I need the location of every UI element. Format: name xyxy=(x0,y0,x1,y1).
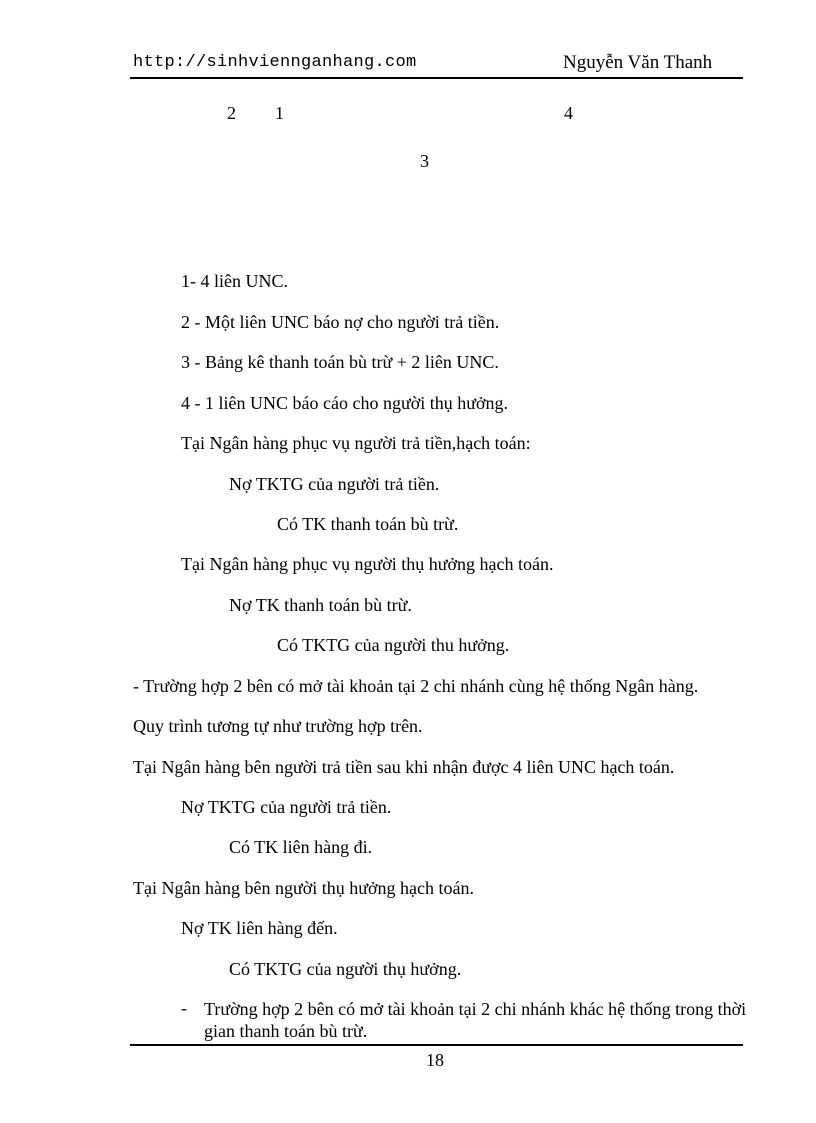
page-number: 18 xyxy=(426,1050,444,1070)
diagram-label-4: 4 xyxy=(564,103,573,123)
text-line: Có TK thanh toán bù trừ. xyxy=(277,514,459,534)
diagram-label-2: 2 xyxy=(227,103,236,123)
text-line: Nợ TK liên hàng đến. xyxy=(181,918,338,938)
text-line: Tại Ngân hàng phục vụ người thụ hưởng hạch toán. xyxy=(181,554,554,574)
text-line: Quy trình tương tự như trường hợp trên. xyxy=(133,716,423,736)
header-author: Nguyễn Văn Thanh xyxy=(563,52,713,73)
bullet-marker: - xyxy=(181,998,187,1018)
diagram-label-1: 1 xyxy=(275,103,284,123)
text-line: Tại Ngân hàng phục vụ người trả tiền,hạch toán: xyxy=(181,433,531,453)
text-line: Nợ TK thanh toán bù trừ. xyxy=(229,595,412,615)
text-line: Có TKTG của người thụ hưởng. xyxy=(229,959,462,979)
text-line: 4 - 1 liên UNC báo cáo cho người thụ hưởng. xyxy=(181,393,508,413)
diagram-label-3: 3 xyxy=(420,151,429,171)
text-line: - Trường hợp 2 bên có mở tài khoản tại 2 chi nhánh cùng hệ thống Ngân hàng. xyxy=(133,676,699,696)
text-line: 3 - Bảng kê thanh toán bù trừ + 2 liên UNC. xyxy=(181,352,499,372)
text-line: Tại Ngân hàng bên người trả tiền sau khi nhận được 4 liên UNC hạch toán. xyxy=(133,757,675,777)
text-line: Nợ TKTG của người trả tiền. xyxy=(181,797,392,817)
text-line: 1- 4 liên UNC. xyxy=(181,271,288,291)
text-line: Có TKTG của người thu hưởng. xyxy=(277,635,510,655)
text-line: Nợ TKTG của người trả tiền. xyxy=(229,474,440,494)
text-line: Có TK liên hàng đi. xyxy=(229,837,373,857)
header-rule xyxy=(130,77,743,79)
text-line: 2 - Một liên UNC báo nợ cho người trả tiền. xyxy=(181,312,500,332)
footer-rule xyxy=(130,1044,743,1046)
header-url: http://sinhviennganhang.com xyxy=(133,53,417,72)
text-line: Tại Ngân hàng bên người thụ hưởng hạch toán. xyxy=(133,878,474,898)
bullet-text: Trường hợp 2 bên có mở tài khoản tại 2 chi nhánh khác hệ thống trong thời gian thanh toán bù trừ. xyxy=(204,999,747,1041)
